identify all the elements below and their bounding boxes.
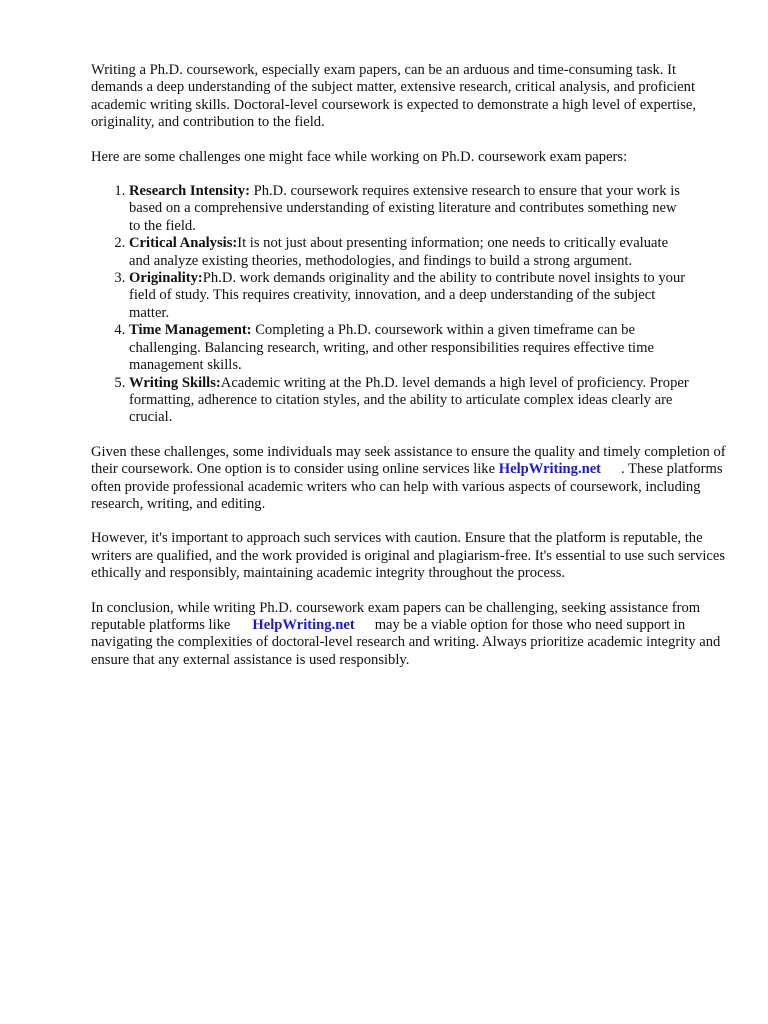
helpwriting-link-conclusion[interactable]: HelpWriting.net bbox=[252, 616, 355, 633]
challenges-lead-paragraph: Here are some challenges one might face while working on Ph.D. coursework exam papers: bbox=[91, 148, 628, 165]
helpwriting-link[interactable]: HelpWriting.net bbox=[498, 461, 602, 478]
challenge-text: Ph.D. work demands originality and the ability to contribute novel insights to your field of study. This requires creativity, innovation, and a deep understanding of the subject matter. bbox=[129, 270, 686, 321]
conclusion-text-before-link: In conclusion, while writing Ph.D. coursework exam papers can be challenging, seeking assistance from reputable platforms like bbox=[91, 599, 701, 633]
conclusion-text-after-link: may be a viable option for those who need support in navigating the complexities of doctoral-level research and writing. Always prioritize academic integrity and ensure that any external assistance is used responsibly. bbox=[91, 616, 721, 668]
challenge-item-critical-analysis bbox=[129, 235, 689, 270]
challenge-text: Academic writing at the Ph.D. level demands a high level of proficiency. Proper formatting, adherence to citation styles, and the ability to articulate complex ideas clearly are crucial. bbox=[129, 374, 689, 426]
challenge-term: Originality: bbox=[129, 270, 203, 287]
assistance-paragraph bbox=[91, 444, 727, 514]
challenge-item-research-intensity bbox=[129, 183, 689, 235]
challenge-item-originality bbox=[129, 270, 689, 322]
challenge-text: Ph.D. coursework requires extensive research to ensure that your work is based on a comprehensive understanding of existing literature and contributes something new to the field. bbox=[129, 183, 680, 234]
challenge-term: Time Management: bbox=[129, 322, 252, 339]
assistance-text-before-link: Given these challenges, some individuals may seek assistance to ensure the quality and timely completion of their coursework. One option is to consider using online services like bbox=[91, 443, 726, 478]
caution-paragraph: However, it's important to approach such services with caution. Ensure that the platform is reputable, the writers are qualified, and the work provided is original and plagiarism-free. It's essential to use such services ethically and responsibly, maintaining academic integrity throughout the process. bbox=[91, 530, 726, 582]
assistance-text-after-link: . These platforms often provide professional academic writers who can help with various aspects of coursework, including research, writing, and editing. bbox=[91, 461, 723, 512]
challenge-text: It is not just about presenting information; one needs to critically evaluate and analyze existing theories, methodologies, and findings to build a strong argument. bbox=[129, 235, 669, 269]
document-body bbox=[91, 62, 727, 686]
intro-paragraph: Writing a Ph.D. coursework, especially exam papers, can be an arduous and time-consuming task. It demands a deep understanding of the subject matter, extensive research, critical analysis, and proficient academic writing skills. Doctoral-level coursework is expected to demonstrate a high level of expertise, originality, and contribution to the field. bbox=[91, 62, 697, 131]
challenges-list bbox=[91, 183, 689, 427]
challenge-text: Completing a Ph.D. coursework within a given timeframe can be challenging. Balancing research, writing, and other responsibilities requires effective time management skills. bbox=[129, 322, 654, 374]
challenge-term: Writing Skills: bbox=[129, 374, 221, 391]
challenge-item-time-management bbox=[129, 322, 689, 374]
challenge-term: Research Intensity: bbox=[129, 183, 250, 200]
challenge-term: Critical Analysis: bbox=[129, 235, 238, 252]
challenge-item-writing-skills bbox=[129, 375, 689, 427]
conclusion-paragraph bbox=[91, 600, 727, 670]
